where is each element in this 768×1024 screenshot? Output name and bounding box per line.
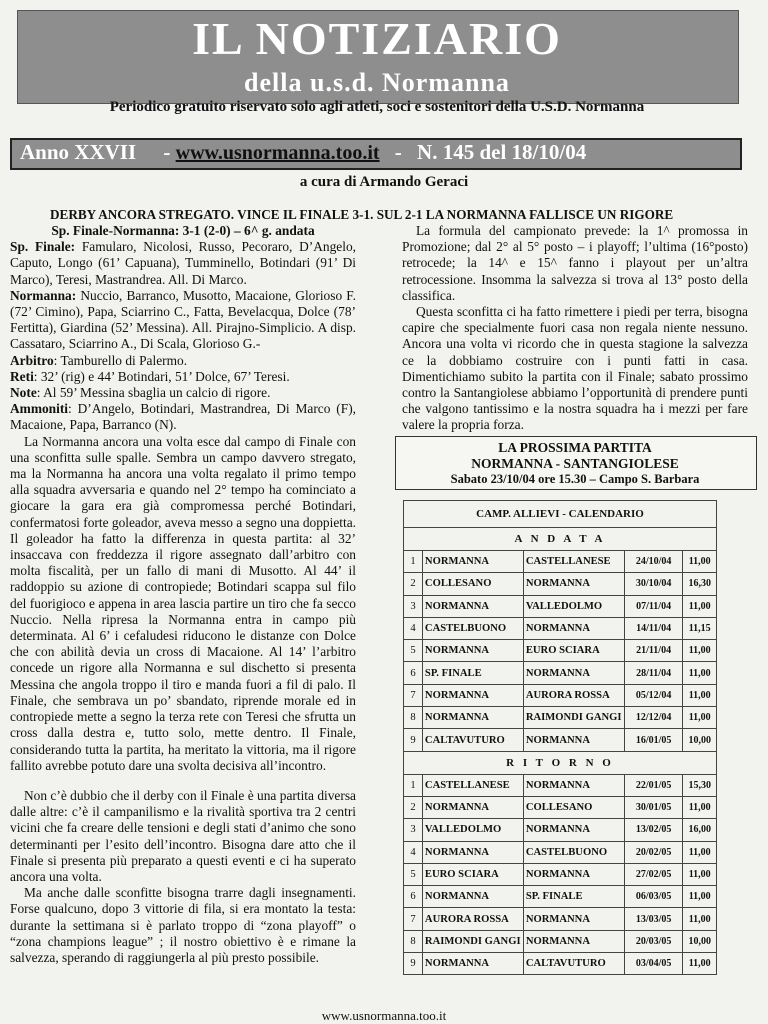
- match-date: 14/11/04: [624, 617, 683, 639]
- table-row: [404, 796, 717, 818]
- home-team: NORMANNA: [422, 684, 523, 706]
- round-number: 5: [404, 863, 423, 885]
- goals-text: : 32’ (rig) e 44’ Botindari, 51’ Dolce, 67’ Teresi.: [33, 368, 290, 384]
- match-time: 16,30: [683, 573, 717, 595]
- match-time: 11,00: [683, 953, 717, 975]
- match-time: 11,00: [683, 796, 717, 818]
- match-time: 11,00: [683, 684, 717, 706]
- lineup-finale-text: Famularo, Nicolosi, Russo, Pecoraro, D’Angelo, Caputo, Longo (61’ Capuana), Tumminello, Botindari (91’ Di Marco), Teresi, Mastrandrea. All. Di Marco.: [10, 239, 356, 287]
- round-number: 1: [404, 551, 423, 573]
- notes-text: : Al 59’ Messina sbaglia un calcio di rigore.: [36, 385, 271, 401]
- away-team: NORMANNA: [523, 729, 624, 751]
- match-date: 30/10/04: [624, 573, 683, 595]
- match-time: 16,00: [683, 819, 717, 841]
- lineup-normanna: [10, 288, 356, 353]
- home-team: NORMANNA: [422, 551, 523, 573]
- right-column: [402, 223, 748, 434]
- next-match-when: Sabato 23/10/04 ore 15.30 – Campo S. Barbara: [450, 472, 700, 486]
- newsletter-subtitle: della u.s.d. Normanna: [244, 68, 510, 97]
- table-row: [404, 573, 717, 595]
- away-team: NORMANNA: [523, 774, 624, 796]
- article-paragraph: La formula del campionato prevede: la 1^ promossa in Promozione; dal 2° al 5° posto – i playoff; l’ultima (16°posto) retrocede; la 14^ e 15^ fanno i playout per un’altra retrocessione. Insomma la salvezza si trova al 13° posto della classifica.: [402, 223, 748, 303]
- table-row: [404, 774, 717, 796]
- away-team: NORMANNA: [523, 863, 624, 885]
- match-date: 20/02/05: [624, 841, 683, 863]
- round-number: 5: [404, 640, 423, 662]
- issue-separator: -: [394, 140, 402, 164]
- away-team: NORMANNA: [523, 819, 624, 841]
- away-team: NORMANNA: [523, 930, 624, 952]
- match-date: 24/10/04: [624, 551, 683, 573]
- away-team: VALLEDOLMO: [523, 595, 624, 617]
- round-number: 4: [404, 841, 423, 863]
- home-team: NORMANNA: [422, 640, 523, 662]
- notes-line: [10, 385, 356, 401]
- table-row: [404, 863, 717, 885]
- away-team: CASTELLANESE: [523, 551, 624, 573]
- match-heading: Sp. Finale-Normanna: 3-1 (2-0) – 6^ g. andata: [51, 223, 315, 238]
- calendar-title-row: [404, 501, 717, 528]
- home-team: NORMANNA: [422, 707, 523, 729]
- round-number: 3: [404, 819, 423, 841]
- site-link[interactable]: www.usnormanna.too.it: [175, 142, 380, 164]
- table-row: [404, 908, 717, 930]
- notes-label: Note: [10, 385, 37, 401]
- match-time: 11,00: [683, 595, 717, 617]
- curator-line: a cura di Armando Geraci: [299, 174, 469, 190]
- round-number: 4: [404, 617, 423, 639]
- home-team: NORMANNA: [422, 841, 523, 863]
- match-time: 11,00: [683, 886, 717, 908]
- match-time: 10,00: [683, 729, 717, 751]
- lineup-finale: [10, 239, 356, 288]
- home-team: AURORA ROSSA: [422, 908, 523, 930]
- round-number: 6: [404, 886, 423, 908]
- article-paragraph: Ma anche dalle sconfitte bisogna trarre dagli insegnamenti. Forse qualcuno, dopo 3 vittorie di fila, si era montato la testa: durante la settimana si è parlato troppo di “zona playoff” o “zona champions league” ; il nostro obiettivo è e rimane la salvezza, sperando di raggiungerla al più presto possibile.: [10, 885, 356, 965]
- match-date: 21/11/04: [624, 640, 683, 662]
- match-date: 06/03/05: [624, 886, 683, 908]
- away-team: EURO SCIARA: [523, 640, 624, 662]
- away-team: CALTAVUTURO: [523, 953, 624, 975]
- table-row: [404, 841, 717, 863]
- table-row: [404, 930, 717, 952]
- round-number: 3: [404, 595, 423, 617]
- home-team: NORMANNA: [422, 886, 523, 908]
- round-number: 7: [404, 908, 423, 930]
- article-headline: DERBY ANCORA STREGATO. VINCE IL FINALE 3-1. SUL 2-1 LA NORMANNA FALLISCE UN RIGORE: [50, 207, 674, 222]
- round-number: 9: [404, 729, 423, 751]
- table-row: [404, 617, 717, 639]
- match-date: 13/02/05: [624, 819, 683, 841]
- match-date: 30/01/05: [624, 796, 683, 818]
- lineup-normanna-label: Normanna:: [10, 287, 77, 303]
- next-match-teams: NORMANNA - SANTANGIOLESE: [471, 456, 679, 471]
- home-team: RAIMONDI GANGI: [422, 930, 523, 952]
- next-match-heading: LA PROSSIMA PARTITA: [498, 440, 652, 455]
- home-team: NORMANNA: [422, 953, 523, 975]
- round-number: 2: [404, 573, 423, 595]
- goals-line: [10, 369, 356, 385]
- newsletter-tagline: Periodico gratuito riservato solo agli atleti, soci e sostenitori della U.S.D. Normanna: [109, 99, 645, 115]
- issue-year: Anno XXVII: [20, 140, 137, 164]
- calendar-section-label: R I T O R N O: [404, 751, 717, 774]
- away-team: COLLESANO: [523, 796, 624, 818]
- bookings-line: [10, 401, 356, 433]
- article-paragraph: La Normanna ancora una volta esce dal campo di Finale con una sconfitta sulle spalle. Sembra un campo davvero stregato, ma la Normanna ha ancora una volta regalato il primo tempo alla squadra avversaria e quando nel 2° tempo ha cominciato a giocare la gara era già compromessa perché Botindari, confermatosi forte goleador, aveva messo a segno una doppietta. Il goleador ha fatto la differenza in questa partita: al 32’ insaccava con freddezza il rigore assegnato dall’arbitro con molta fiscalità, per un fallo di mani di Musotto. Al 44’ il raddoppio su azione di contropiede; Botindari scappa sul filo del fuorigioco e appena in area lascia partire un tiro che fa secco Nuccio. Nella ripresa la Normanna entra in campo più determinata. Al 6’ i cefaludesi riducono le distanze con Dolce che con abilità devia un cross di Macaione. Al 14’ l’arbitro concede un rigore alla Normanna e sul dischetto si presenta Messina che angola troppo il tiro e manda fuori a fil di palo. Il Finale, che sembrava un po’ sbandato, riprende morale ed in contropiede mette a segno la terza rete con Teresi che sfrutta un cross dalla destra e, tutto solo, mette dentro. Il Finale, considerando tutta la partita, ha meritato la vittoria, ma il rigore fallito avrebbe potuto dare una svolta decisiva all’incontro.: [10, 433, 357, 773]
- issue-separator: -: [163, 140, 171, 164]
- match-time: 11,00: [683, 841, 717, 863]
- referee-text: : Tamburello di Palermo.: [53, 352, 188, 368]
- goals-label: Reti: [10, 368, 34, 384]
- table-row: [404, 953, 717, 975]
- match-date: 22/01/05: [624, 774, 683, 796]
- round-number: 2: [404, 796, 423, 818]
- table-row: [404, 595, 717, 617]
- lineup-finale-label: Sp. Finale:: [10, 239, 76, 255]
- table-row: [404, 707, 717, 729]
- away-team: NORMANNA: [523, 573, 624, 595]
- match-date: 16/01/05: [624, 729, 683, 751]
- article-paragraph: Non c’è dubbio che il derby con il Finale è una partita diversa dalle altre: c’è il campanilismo e la rivalità sportiva tra 2 centri vicini che fa creare delle tensioni e degli stati d’animo che sono determinanti per l’esito dell’incontro. Bisogna dare atto che il Finale si presenta più preparato a questi eventi e ci ha superato ancora una volta.: [10, 787, 356, 884]
- match-time: 15,30: [683, 774, 717, 796]
- match-date: 27/02/05: [624, 863, 683, 885]
- match-time: 10,00: [683, 930, 717, 952]
- table-row: [404, 729, 717, 751]
- newsletter-title: IL NOTIZIARIO: [192, 13, 562, 64]
- home-team: NORMANNA: [422, 796, 523, 818]
- lineup-normanna-text: Nuccio, Barranco, Musotto, Macaione, Glorioso F. (72’ Cimino), Papa, Sciarrino C., Fatta, Bevelacqua, Dolce (78’ Fertitta), Giardina (52’ Messina). All. Pirajno-Simplicio. A disp. Cassataro, Sciarrino A., Di Scala, Glorioso G.-: [10, 287, 356, 352]
- match-date: 05/12/04: [624, 684, 683, 706]
- match-date: 07/11/04: [624, 595, 683, 617]
- round-number: 8: [404, 707, 423, 729]
- calendar-title: CAMP. ALLIEVI - CALENDARIO: [404, 501, 717, 528]
- match-time: 11,00: [683, 551, 717, 573]
- calendar-section-row: [404, 528, 717, 551]
- round-number: 1: [404, 774, 423, 796]
- match-date: 28/11/04: [624, 662, 683, 684]
- home-team: VALLEDOLMO: [422, 819, 523, 841]
- away-team: RAIMONDI GANGI: [523, 707, 624, 729]
- calendar-section-label: A N D A T A: [404, 528, 717, 551]
- table-row: [404, 551, 717, 573]
- match-time: 11,00: [683, 863, 717, 885]
- referee-line: [10, 353, 356, 369]
- referee-label: Arbitro: [10, 352, 54, 368]
- footer-url: www.usnormanna.too.it: [321, 1008, 447, 1023]
- match-time: 11,00: [683, 908, 717, 930]
- match-date: 13/03/05: [624, 908, 683, 930]
- article-paragraph: Questa sconfitta ci ha fatto rimettere i piedi per terra, bisogna capire che specialmente fuori casa non regala niente nessuno. Ancora una volta vi ricordo che in questa stagione la salvezza ce la dobbiamo costruire con i punti fatti in casa. Dimentichiamo subito la partita con il Finale; sabato prossimo contro la Santangiolese abbiamo l’opportunità di prendere punti che valgono tantissimo e la nostra squadra ha i mezzi per fare valere la propria forza.: [402, 304, 748, 433]
- match-date: 20/03/05: [624, 930, 683, 952]
- issue-bar-text: [10, 140, 742, 165]
- home-team: EURO SCIARA: [422, 863, 523, 885]
- match-time: 11,00: [683, 640, 717, 662]
- match-date: 03/04/05: [624, 953, 683, 975]
- issue-number: N. 145 del 18/10/04: [417, 140, 587, 164]
- away-team: NORMANNA: [523, 908, 624, 930]
- home-team: COLLESANO: [422, 573, 523, 595]
- away-team: NORMANNA: [523, 617, 624, 639]
- calendar-section-row: [404, 751, 717, 774]
- home-team: NORMANNA: [422, 595, 523, 617]
- bookings-label: Ammoniti: [10, 401, 69, 417]
- bookings-text: : D’Angelo, Botindari, Mastrandrea, Di Marco (F), Macaione, Papa, Barranco (N).: [10, 401, 356, 433]
- match-time: 11,00: [683, 662, 717, 684]
- table-row: [404, 640, 717, 662]
- away-team: CASTELBUONO: [523, 841, 624, 863]
- round-number: 6: [404, 662, 423, 684]
- round-number: 8: [404, 930, 423, 952]
- calendar-table: [403, 500, 717, 975]
- home-team: CASTELLANESE: [422, 774, 523, 796]
- table-row: [404, 662, 717, 684]
- match-time: 11,00: [683, 707, 717, 729]
- match-time: 11,15: [683, 617, 717, 639]
- away-team: SP. FINALE: [523, 886, 624, 908]
- round-number: 7: [404, 684, 423, 706]
- table-row: [404, 886, 717, 908]
- away-team: AURORA ROSSA: [523, 684, 624, 706]
- left-column: [10, 223, 356, 966]
- match-date: 12/12/04: [624, 707, 683, 729]
- table-row: [404, 819, 717, 841]
- home-team: CALTAVUTURO: [422, 729, 523, 751]
- away-team: NORMANNA: [523, 662, 624, 684]
- round-number: 9: [404, 953, 423, 975]
- home-team: SP. FINALE: [422, 662, 523, 684]
- table-row: [404, 684, 717, 706]
- home-team: CASTELBUONO: [422, 617, 523, 639]
